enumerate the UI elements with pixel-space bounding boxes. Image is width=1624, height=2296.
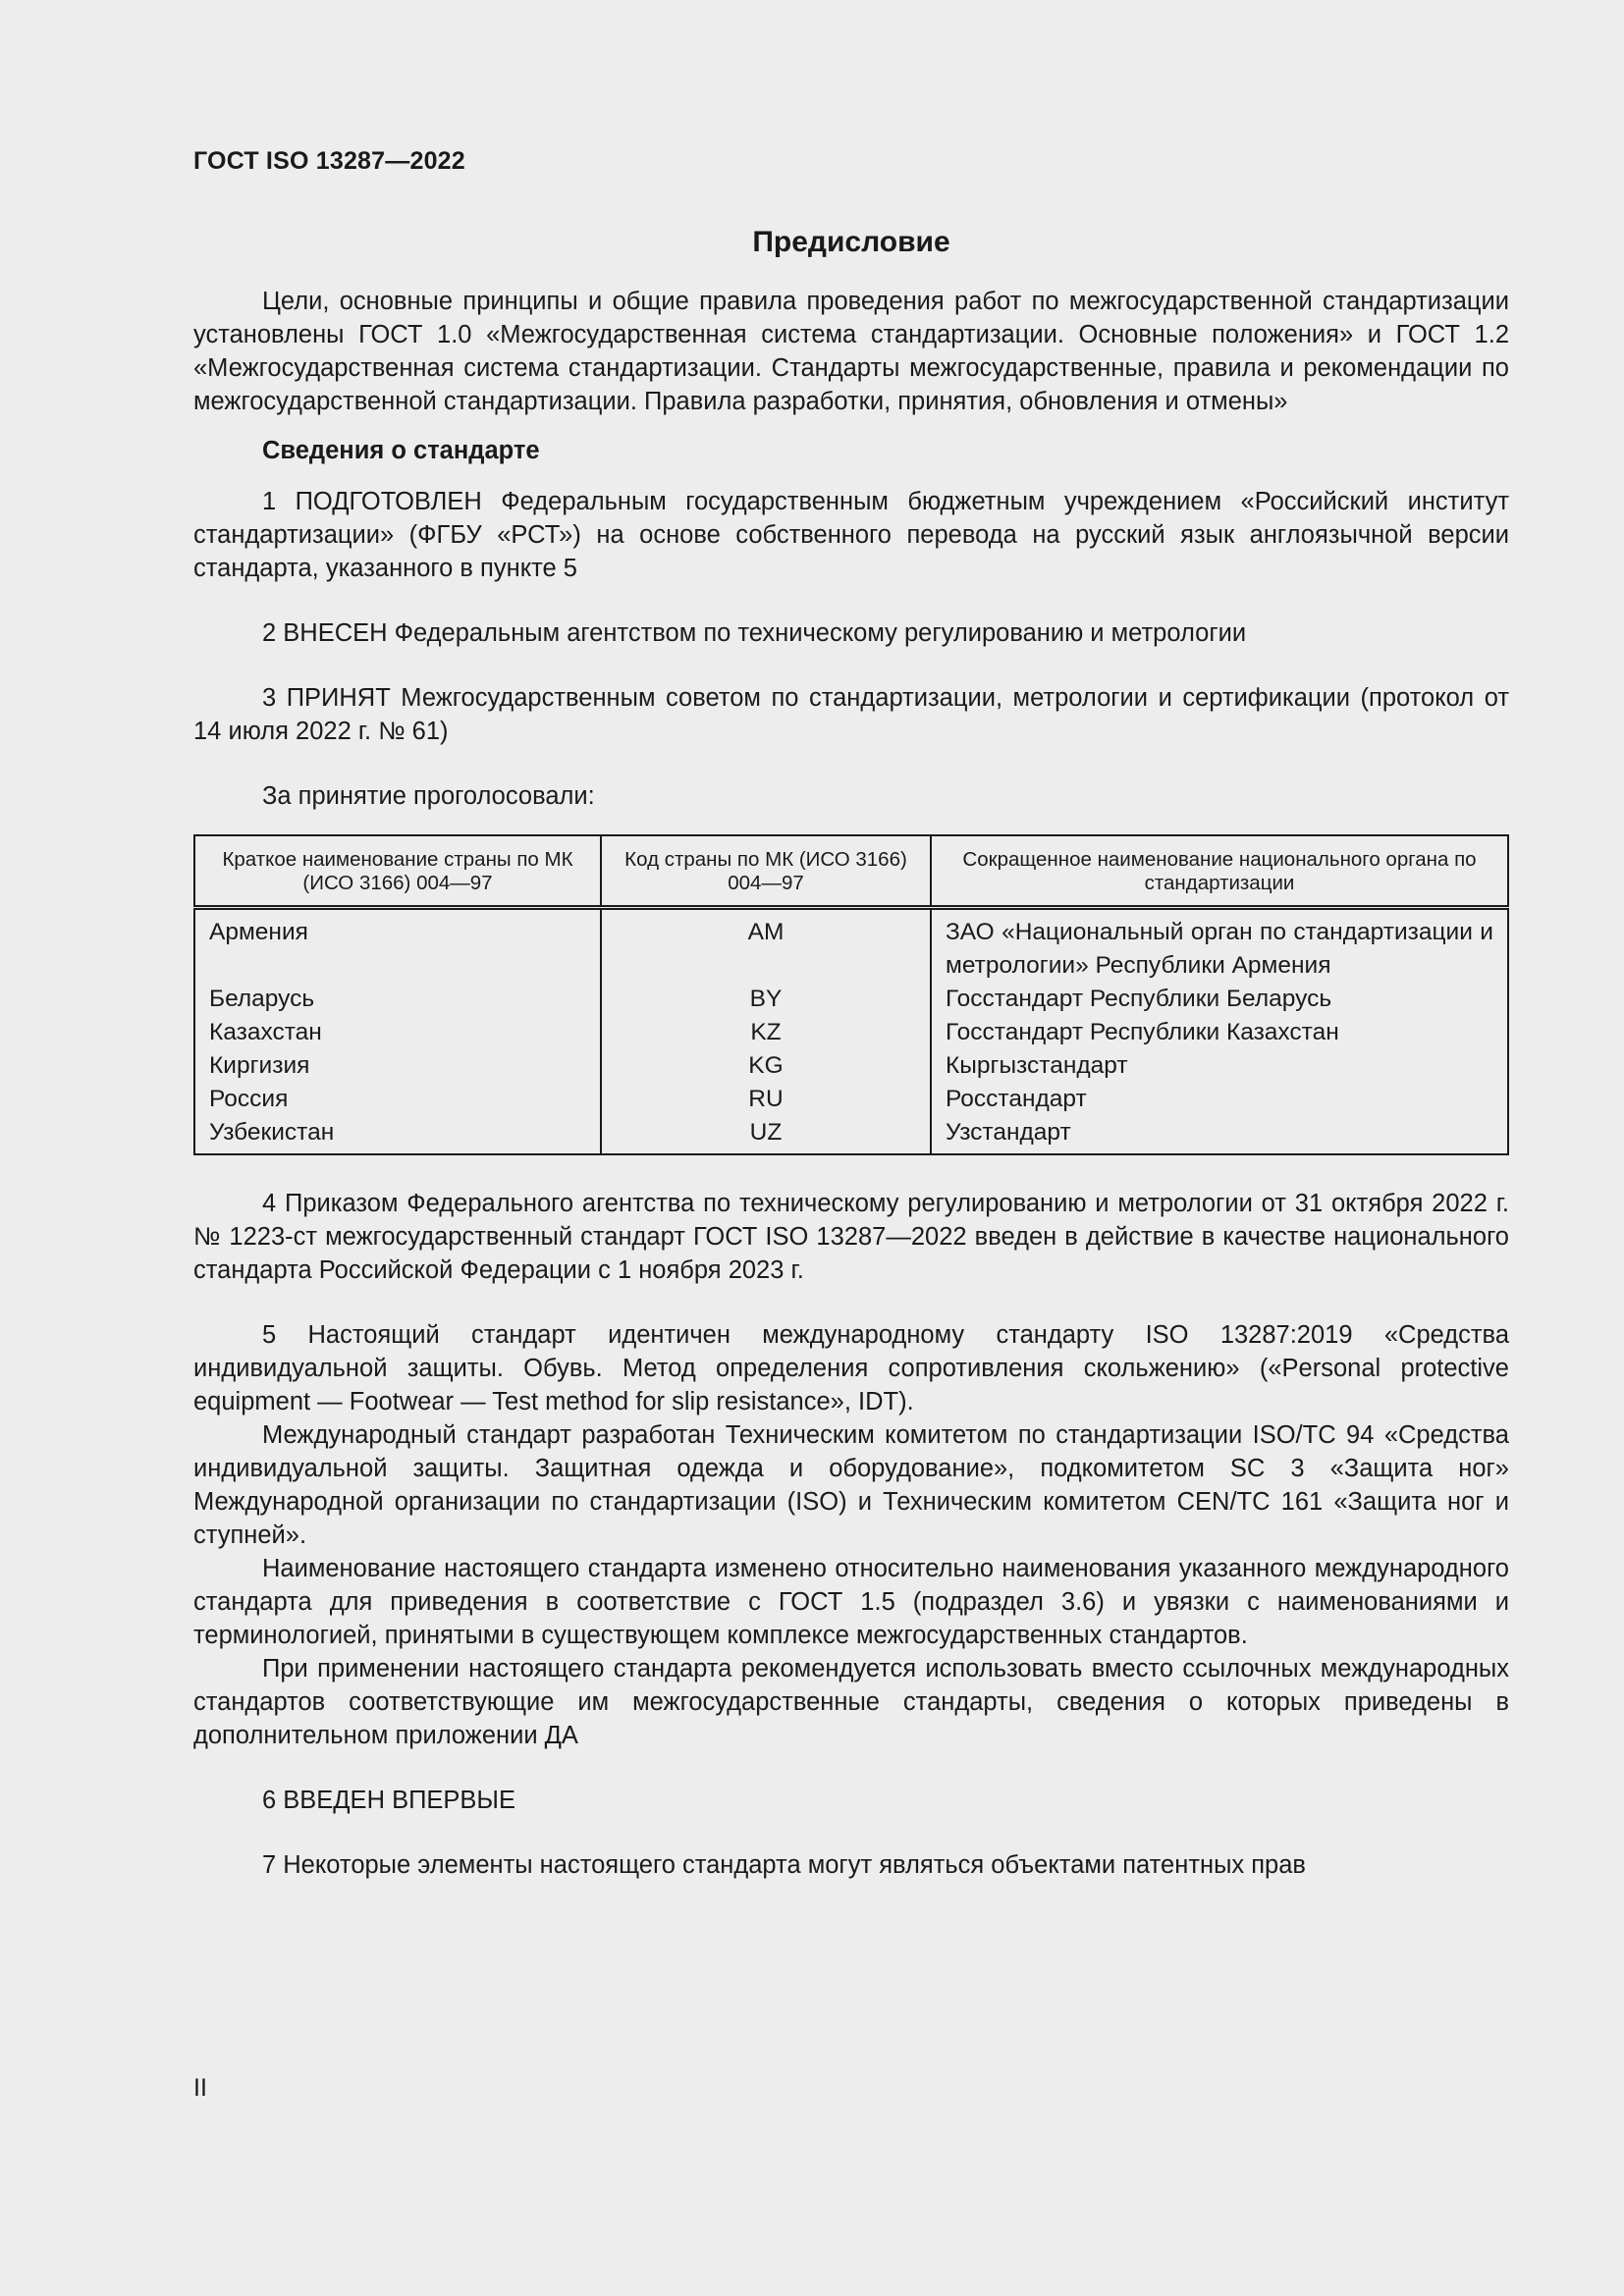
country-cell: Киргизия (194, 1049, 601, 1083)
organization-cell: ЗАО «Национальный орган по стандартизации и метрологии» Республики Армения (931, 908, 1508, 984)
table-row (194, 1083, 1508, 1116)
voted-line: За принятие проголосовали: (262, 782, 595, 810)
country-cell: Беларусь (194, 983, 601, 1016)
paragraph-3: 3 ПРИНЯТ Межгосударственным советом по стандартизации, метрологии и сертификации (протокол от 14 июля 2022 г. № 61) (193, 684, 1509, 745)
organization-cell: Госстандарт Республики Казахстан (931, 1016, 1508, 1049)
table-row (194, 1049, 1508, 1083)
intro-paragraph: Цели, основные принципы и общие правила проведения работ по межгосударственной стандартизации установлены ГОСТ 1.0 «Межгосударственная система стандартизации. Основные положения» и ГОСТ 1.2 «Межгосударственная система стандартизации. Стандарты межгосударственные, правила и рекомендации по межгосударственной стандартизации. Правила разработки, принятия, обновления и отмены» (193, 288, 1509, 415)
paragraph-4: 4 Приказом Федерального агентства по техническому регулированию и метрологии от 31 октября 2022 г. № 1223-ст межгосударственный стандарт ГОСТ ISO 13287—2022 введен в действие в качестве национального стандарта Российской Федерации с 1 ноября 2023 г. (193, 1190, 1509, 1284)
organization-cell: Госстандарт Республики Беларусь (931, 983, 1508, 1016)
country-cell: Россия (194, 1083, 601, 1116)
paragraph-7: 7 Некоторые элементы настоящего стандарта могут являться объектами патентных прав (262, 1851, 1306, 1879)
table-row (194, 1016, 1508, 1049)
table-row (194, 983, 1508, 1016)
organization-cell: Узстандарт (931, 1116, 1508, 1154)
paragraph-5-references: При применении настоящего стандарта рекомендуется использовать вместо ссылочных международных стандартов соответствующие им межгосударственные стандарты, сведения о которых приведены в дополнительном приложении ДА (193, 1655, 1509, 1749)
country-cell: Казахстан (194, 1016, 601, 1049)
code-cell: UZ (601, 1116, 931, 1154)
code-cell: AM (601, 908, 931, 984)
organization-cell: Кыргызстандарт (931, 1049, 1508, 1083)
document-header: ГОСТ ISO 13287—2022 (193, 147, 465, 175)
paragraph-5: 5 Настоящий стандарт идентичен международному стандарту ISO 13287:2019 «Средства индивидуальной защиты. Обувь. Метод определения сопротивления скольжению» («Personal protective equipment — Footwear — Test method for slip resistance», IDT). (193, 1321, 1509, 1415)
country-cell: Узбекистан (194, 1116, 601, 1154)
member-states-table (193, 834, 1509, 1155)
paragraph-1: 1 ПОДГОТОВЛЕН Федеральным государственным бюджетным учреждением «Российский институт стандартизации» (ФГБУ «РСТ») на основе собственного перевода на русский язык англоязычной версии стандарта, указанного в пункте 5 (193, 488, 1509, 582)
header-organization: Сокращенное наименование национального органа по стандартизации (931, 835, 1508, 908)
table-header-row (194, 835, 1508, 908)
header-country: Краткое наименование страны по МК (ИСО 3166) 004—97 (194, 835, 601, 908)
page-number: II (193, 2074, 207, 2102)
code-cell: KG (601, 1049, 931, 1083)
document-body (193, 285, 1509, 1882)
table-row (194, 1116, 1508, 1154)
paragraph-2: 2 ВНЕСЕН Федеральным агентством по техническому регулированию и метрологии (262, 619, 1247, 647)
country-cell: Армения (194, 908, 601, 984)
page-title: Предисловие (752, 226, 950, 258)
paragraph-5-iso-committee: Международный стандарт разработан Техническим комитетом по стандартизации ISO/TC 94 «Средства индивидуальной защиты. Защитная одежда и оборудование», подкомитетом SC 3 «Защита ног» Международной организации по стандартизации (ISO) и Техническим комитетом CEN/TC 161 «Защита ног и ступней». (193, 1421, 1509, 1549)
code-cell: RU (601, 1083, 931, 1116)
code-cell: KZ (601, 1016, 931, 1049)
header-code: Код страны по МК (ИСО 3166) 004—97 (601, 835, 931, 908)
organization-cell: Росстандарт (931, 1083, 1508, 1116)
code-cell: BY (601, 983, 931, 1016)
section-subheading: Сведения о стандарте (262, 437, 540, 464)
table-row (194, 908, 1508, 984)
paragraph-6: 6 ВВЕДЕН ВПЕРВЫЕ (262, 1787, 516, 1814)
paragraph-5-name-change: Наименование настоящего стандарта изменено относительно наименования указанного международного стандарта для приведения в соответствие с ГОСТ 1.5 (подраздел 3.6) и увязки с наименованиями и терминологией, принятыми в существующем комплексе межгосударственных стандартов. (193, 1555, 1509, 1649)
